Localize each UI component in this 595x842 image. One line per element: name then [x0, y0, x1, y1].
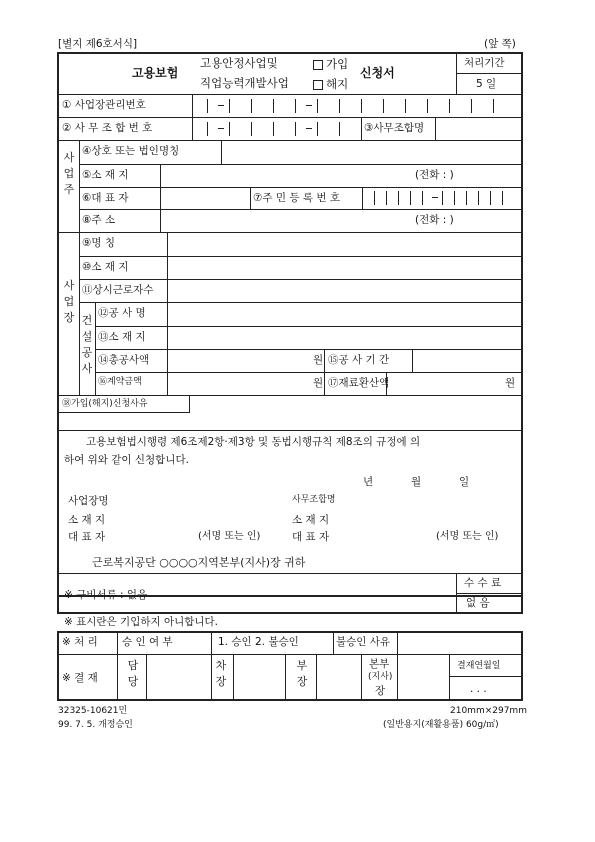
employer-phone: (전화 : ) [415, 169, 454, 181]
residence-phone: (전화 : ) [415, 214, 454, 226]
fee-value: 없 음 [466, 597, 490, 609]
field-label-project-address: ⑬소 재 지 [98, 331, 146, 343]
addressee: 근로복지공단 ○○○○지역본부(지사)장 귀하 [92, 556, 306, 569]
page-side: (앞 쪽) [484, 38, 516, 50]
note-office-use: ※ 표시란은 기입하지 아니합니다. [64, 616, 219, 628]
approval-col-director-3: 장 [375, 685, 386, 697]
required-documents: ※ 구비서류 : 없음 [64, 589, 148, 601]
form-number: [별지 제6호서식] [58, 38, 138, 50]
field-label-workers: ⑪상시근로자수 [82, 284, 154, 296]
approval-col-manager: 부장 [296, 659, 308, 688]
field-label-material-value: ⑰재료환산액 [328, 377, 390, 389]
declaration-line2: 하여 위와 같이 신청합니다. [64, 454, 189, 466]
approval-options: 1. 승인 2. 불승인 [218, 636, 299, 648]
field-label-site-mgmt-no: ① 사업장관리번호 [62, 99, 146, 111]
field-label-project-name: ⑫공 사 명 [98, 307, 146, 319]
date-month: 월 [411, 476, 422, 488]
contract-amount-unit: 원 [313, 377, 324, 389]
site-group-label: 사업장 [63, 279, 75, 324]
approval-status-label: 승 인 여 부 [122, 636, 173, 648]
processing-label: ※ 처 리 [62, 636, 98, 648]
union-name-label: 사무조합명 [292, 495, 336, 505]
leave-checkbox[interactable] [313, 80, 323, 90]
title-left: 고용보험 [132, 66, 179, 80]
declaration-line1: 고용보험법시행령 제6조제2항·제3항 및 동법시행규칙 제8조의 규정에 의 [86, 436, 421, 448]
approval-date-label: 결재연월일 [457, 661, 501, 671]
field-label-employer-address: ⑤소 재 지 [82, 169, 129, 181]
field-label-union-name: ③사무조합명 [364, 122, 425, 134]
applicant-site-name-label: 사업장명 [68, 495, 109, 507]
date-year: 년 [363, 476, 374, 488]
field-label-reason: ⑱가입(해지)신청사유 [62, 399, 148, 409]
employer-group-label: 사업주 [63, 151, 75, 196]
union-address-label: 소 재 지 [292, 514, 330, 526]
total-cost-unit: 원 [313, 354, 324, 366]
applicant-rep-label: 대 표 자 [68, 531, 106, 543]
field-label-total-cost: ⑭총공사액 [98, 354, 150, 366]
field-label-site-name: ⑨명 칭 [82, 237, 116, 249]
title-line2: 직업능력개발사업 [200, 76, 289, 90]
join-checkbox[interactable] [313, 60, 323, 70]
approval-date-value: . . . [470, 683, 487, 695]
field-label-company-name: ④상호 또는 법인명칭 [82, 145, 180, 157]
approval-col-staff: 담당 [127, 659, 139, 688]
approval-col-director-1: 본부 [369, 658, 390, 670]
paper-type: (일반용지(재활용품) 60g/㎡) [383, 720, 499, 730]
approval-col-deputy: 차장 [215, 659, 227, 688]
processing-period-value: 5 일 [476, 78, 497, 90]
applicant-signature: (서명 또는 인) [198, 531, 261, 542]
field-label-representative: ⑥대 표 자 [82, 192, 129, 204]
field-label-residence: ⑧주 소 [82, 214, 116, 226]
field-label-site-address: ⑩소 재 지 [82, 261, 129, 273]
leave-option-label: 해지 [326, 77, 349, 91]
title-right: 신청서 [360, 66, 395, 80]
applicant-address-label: 소 재 지 [68, 514, 106, 526]
date-day: 일 [459, 476, 470, 488]
field-label-project-period: ⑮공 사 기 간 [328, 354, 390, 366]
field-label-resident-no: ⑦주 민 등 록 번 호 [253, 192, 340, 204]
approval-col-director-2: (지사) [368, 672, 393, 682]
approval-label: ※ 결 재 [62, 672, 98, 684]
approval-date-note: 99. 7. 5. 개정승인 [58, 720, 133, 730]
processing-period-label: 처리기간 [464, 57, 505, 69]
form-code: 32325-10621민 [58, 706, 128, 716]
join-option-label: 가입 [326, 57, 349, 71]
fee-label: 수 수 료 [464, 577, 502, 589]
rejection-reason-label: 불승인 사유 [336, 636, 391, 648]
title-line1: 고용안정사업및 [200, 56, 278, 70]
union-signature: (서명 또는 인) [436, 531, 499, 542]
paper-size: 210mm×297mm [450, 706, 527, 716]
union-rep-label: 대 표 자 [292, 531, 330, 543]
field-label-union-no: ② 사 무 조 합 번 호 [62, 122, 153, 134]
material-value-unit: 원 [505, 377, 516, 389]
field-label-contract-amount: ⑯계약금액 [98, 377, 142, 387]
construction-group-label: 건설공사 [81, 314, 93, 375]
